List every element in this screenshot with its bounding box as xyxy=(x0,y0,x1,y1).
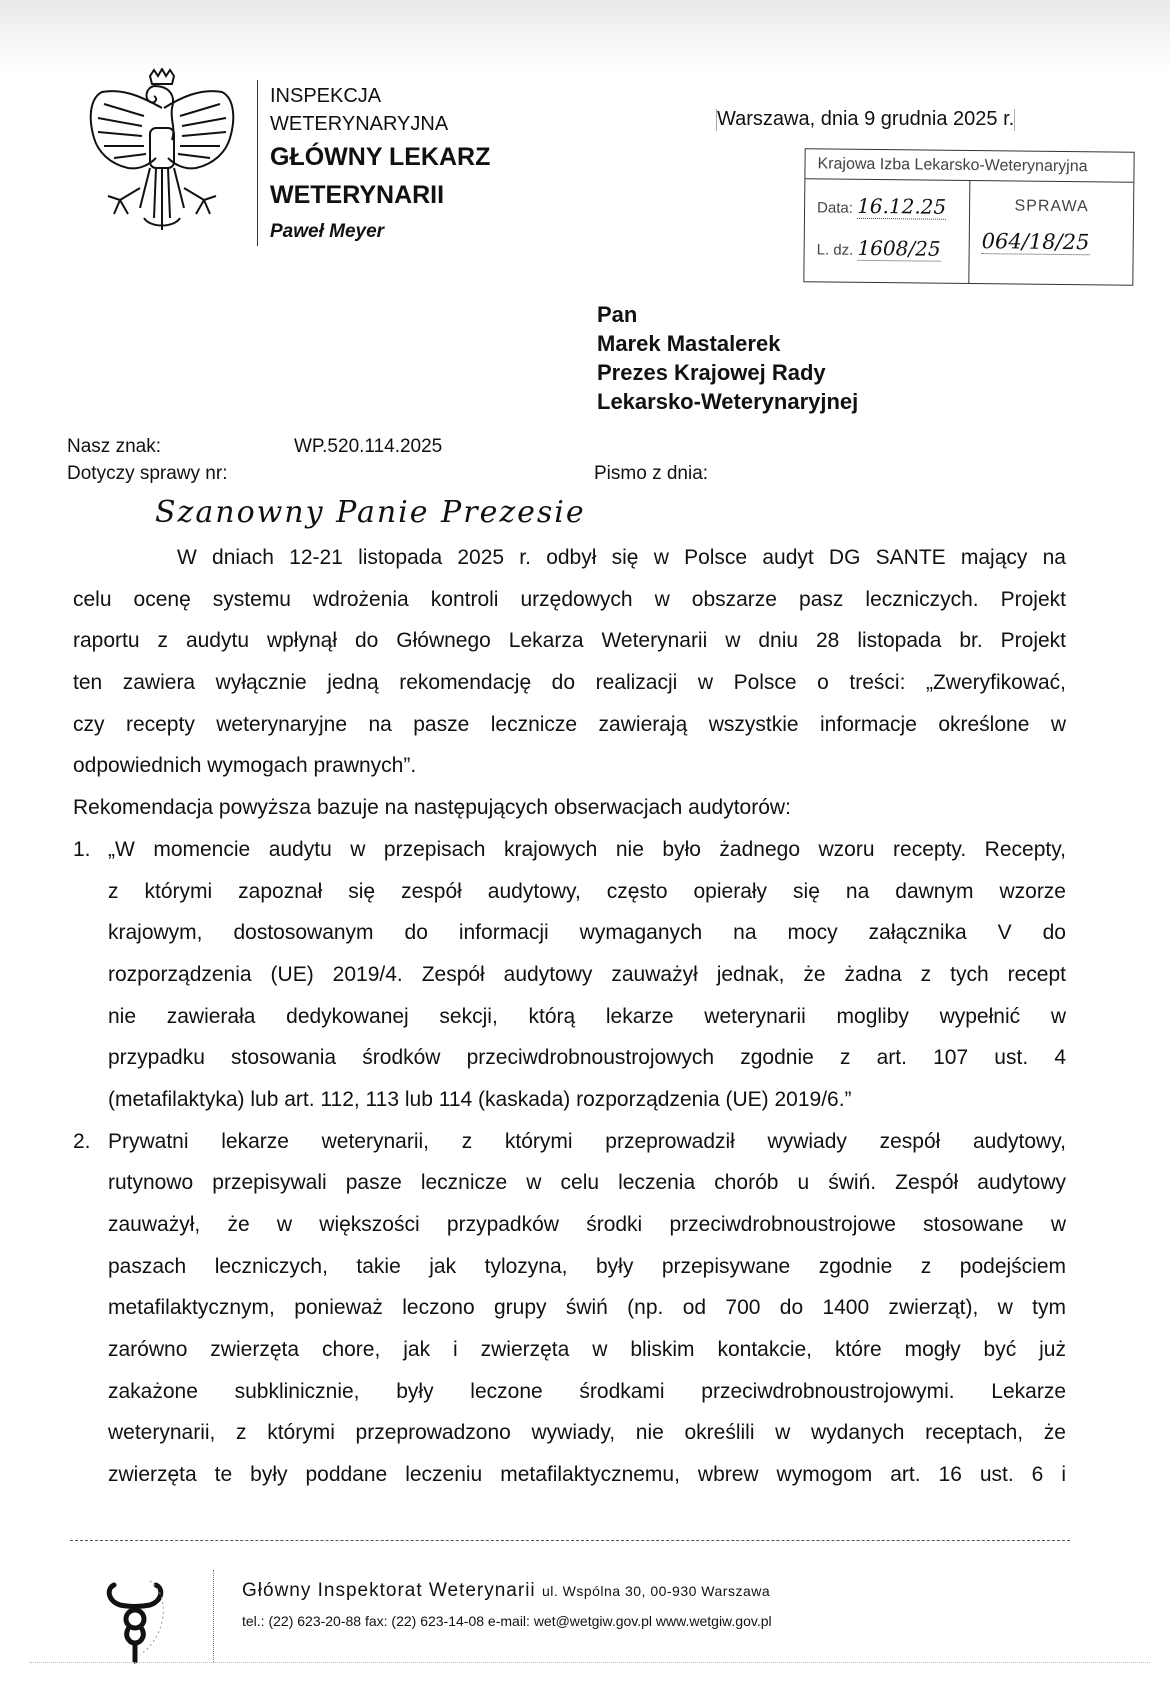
stamp-sprawa-label: SPRAWA xyxy=(1014,197,1089,216)
body-line: rozporządzenia (UE) 2019/4. Zespół audytowy zauważył jednak, że żadna z tych recept xyxy=(108,962,1066,986)
signatory-name: Paweł Meyer xyxy=(270,221,385,242)
list-item-first-line xyxy=(73,1121,1066,1163)
body-line: raportu z audytu wpłynął do Głównego Lekarza Weterynarii w dniu 28 listopada br. Projekt xyxy=(73,629,1066,653)
body-line: odpowiednich wymogach prawnych”. xyxy=(73,754,417,778)
stamp-date-value: 16.12.25 xyxy=(857,193,947,219)
body-line: (metafilaktyka) lub art. 112, 113 lub 114 (kaskada) rozporządzenia (UE) 2019/6.” xyxy=(108,1087,852,1111)
body-line: zauważył, że w większości przypadków środki przeciwdrobnoustrojowe stosowane w xyxy=(108,1213,1066,1236)
stamp-right-cell xyxy=(969,181,1133,285)
body-line: ten zawiera wyłącznie jedną rekomendację do realizacji w Polsce o treści: „Zweryfikować, xyxy=(73,671,1066,695)
body-line: zwierzęta te były poddane leczeniu metafilaktycznemu, wbrew wymogom art. 16 ust. 6 i xyxy=(108,1463,1066,1487)
body-line: przypadku stosowania środków przeciwdrobnoustrojowych zgodnie z art. 107 ust. 4 xyxy=(108,1046,1066,1070)
nasz-znak-label: Nasz znak: xyxy=(67,436,161,457)
addressee-line-1: Pan xyxy=(597,302,638,327)
item-text: Prywatni lekarze weterynarii, z którymi przeprowadził wywiady zespół audytowy, xyxy=(108,1129,1066,1153)
footer-org-line xyxy=(242,1580,770,1602)
item-number: 2. xyxy=(73,1129,91,1153)
body-line: metafilaktycznym, ponieważ leczono grupy świń (np. od 700 do 1400 zwierząt), w tym xyxy=(108,1296,1066,1320)
footer-contact: tel.: (22) 623-20-88 fax: (22) 623-14-08 e-mail: wet@wetgiw.gov.pl www.wetgiw.gov.pl xyxy=(242,1613,772,1629)
list-item-first-line xyxy=(73,829,1066,871)
stamp-date-row xyxy=(817,193,946,219)
handwritten-salutation: Szanowny Panie Prezesie xyxy=(155,495,586,530)
stamp-left-cell xyxy=(804,179,970,283)
date-line xyxy=(716,108,1015,131)
addressee-line-3: Prezes Krajowej Rady xyxy=(597,360,826,385)
body-line: weterynarii, z którymi przeprowadzono wywiady, nie określili w wydanych receptach, że xyxy=(108,1421,1066,1445)
footer-divider xyxy=(213,1570,214,1662)
nasz-znak-value: WP.520.114.2025 xyxy=(294,436,443,457)
pismo-z-dnia-label: Pismo z dnia: xyxy=(594,463,709,484)
body-line: czy recepty weterynaryjne na pasze lecznicze zawierają wszystkie informacje określone w xyxy=(73,712,1066,736)
body-line: rutynowo przepisywali pasze lecznicze w celu leczenia chorób u świń. Zespół audytowy xyxy=(108,1171,1066,1195)
body-line: z którymi zapoznał się zespół audytowy, często opierały się na dawnym wzorze xyxy=(108,879,1066,903)
office-line-1: GŁÓWNY LEKARZ xyxy=(270,143,491,171)
institution-line-2: WETERYNARYJNA xyxy=(270,113,449,135)
stamp-ldz-row xyxy=(817,235,941,261)
stamp-title: Krajowa Izba Lekarsko-Weterynaryjna xyxy=(805,149,1133,182)
body-line: zarówno zwierzęta chore, jak i zwierzęta w bliskim kontakcie, które mogły być już xyxy=(108,1338,1066,1362)
scan-top-shadow xyxy=(0,0,1170,70)
footer-separator xyxy=(70,1540,1070,1541)
item-number: 1. xyxy=(73,837,91,861)
stamp-date-label: Data: xyxy=(816,199,854,217)
addressee-line-2: Marek Mastalerek xyxy=(597,331,781,356)
stamp-ldz-value: 1608/25 xyxy=(857,235,941,261)
body-line: krajowym, dostosowanym do informacji wymaganych na mocy załącznika V do xyxy=(108,921,1066,945)
item-text: „W momencie audytu w przepisach krajowych nie było żadnego wzoru recepty. Recepty, xyxy=(108,837,1066,861)
header-divider xyxy=(257,80,258,246)
veterinary-caduceus-logo-icon xyxy=(100,1575,170,1665)
registry-stamp xyxy=(803,148,1134,285)
stamp-ldz-label: L. dz. xyxy=(816,241,854,259)
body-line: nie zawierała dedykowanej sekcji, którą lekarze weterynarii mogliby wypełnić w xyxy=(108,1004,1066,1028)
footer-org-name: Główny Inspektorat Weterynarii xyxy=(242,1580,536,1601)
date-right-mark xyxy=(1014,109,1015,131)
body-line: celu ocenę systemu wdrożenia kontroli urzędowych w obszarze pasz leczniczych. Projekt xyxy=(73,587,1066,611)
addressee-line-4: Lekarsko-Weterynaryjnej xyxy=(597,389,859,414)
footer-address: ul. Wspólna 30, 00-930 Warszawa xyxy=(541,1583,771,1599)
office-line-2: WETERYNARII xyxy=(270,181,445,209)
letter-body xyxy=(73,537,1066,1496)
polish-eagle-emblem-icon xyxy=(84,68,240,240)
observation-item-2 xyxy=(73,1121,1066,1496)
body-line: Rekomendacja powyższa bazuje na następujących obserwacjach audytorów: xyxy=(73,796,791,820)
body-line: zakażone subklinicznie, były leczone środkami przeciwdrobnoustrojowymi. Lekarze xyxy=(108,1379,1066,1403)
scan-bottom-edge xyxy=(30,1662,1150,1663)
institution-line-1: INSPEKCJA xyxy=(270,85,382,107)
body-line: paszach leczniczych, takie jak tylozyna, były przepisywane zgodnie z podejściem xyxy=(108,1254,1066,1278)
body-line: W dniach 12-21 listopada 2025 r. odbył się w Polsce audyt DG SANTE mający na xyxy=(177,546,1066,569)
dotyczy-sprawy-label: Dotyczy sprawy nr: xyxy=(67,463,228,484)
observation-item-1 xyxy=(73,829,1066,1121)
date-text: Warszawa, dnia 9 grudnia 2025 r. xyxy=(717,108,1015,130)
stamp-sprawa-value: 064/18/25 xyxy=(981,229,1090,255)
